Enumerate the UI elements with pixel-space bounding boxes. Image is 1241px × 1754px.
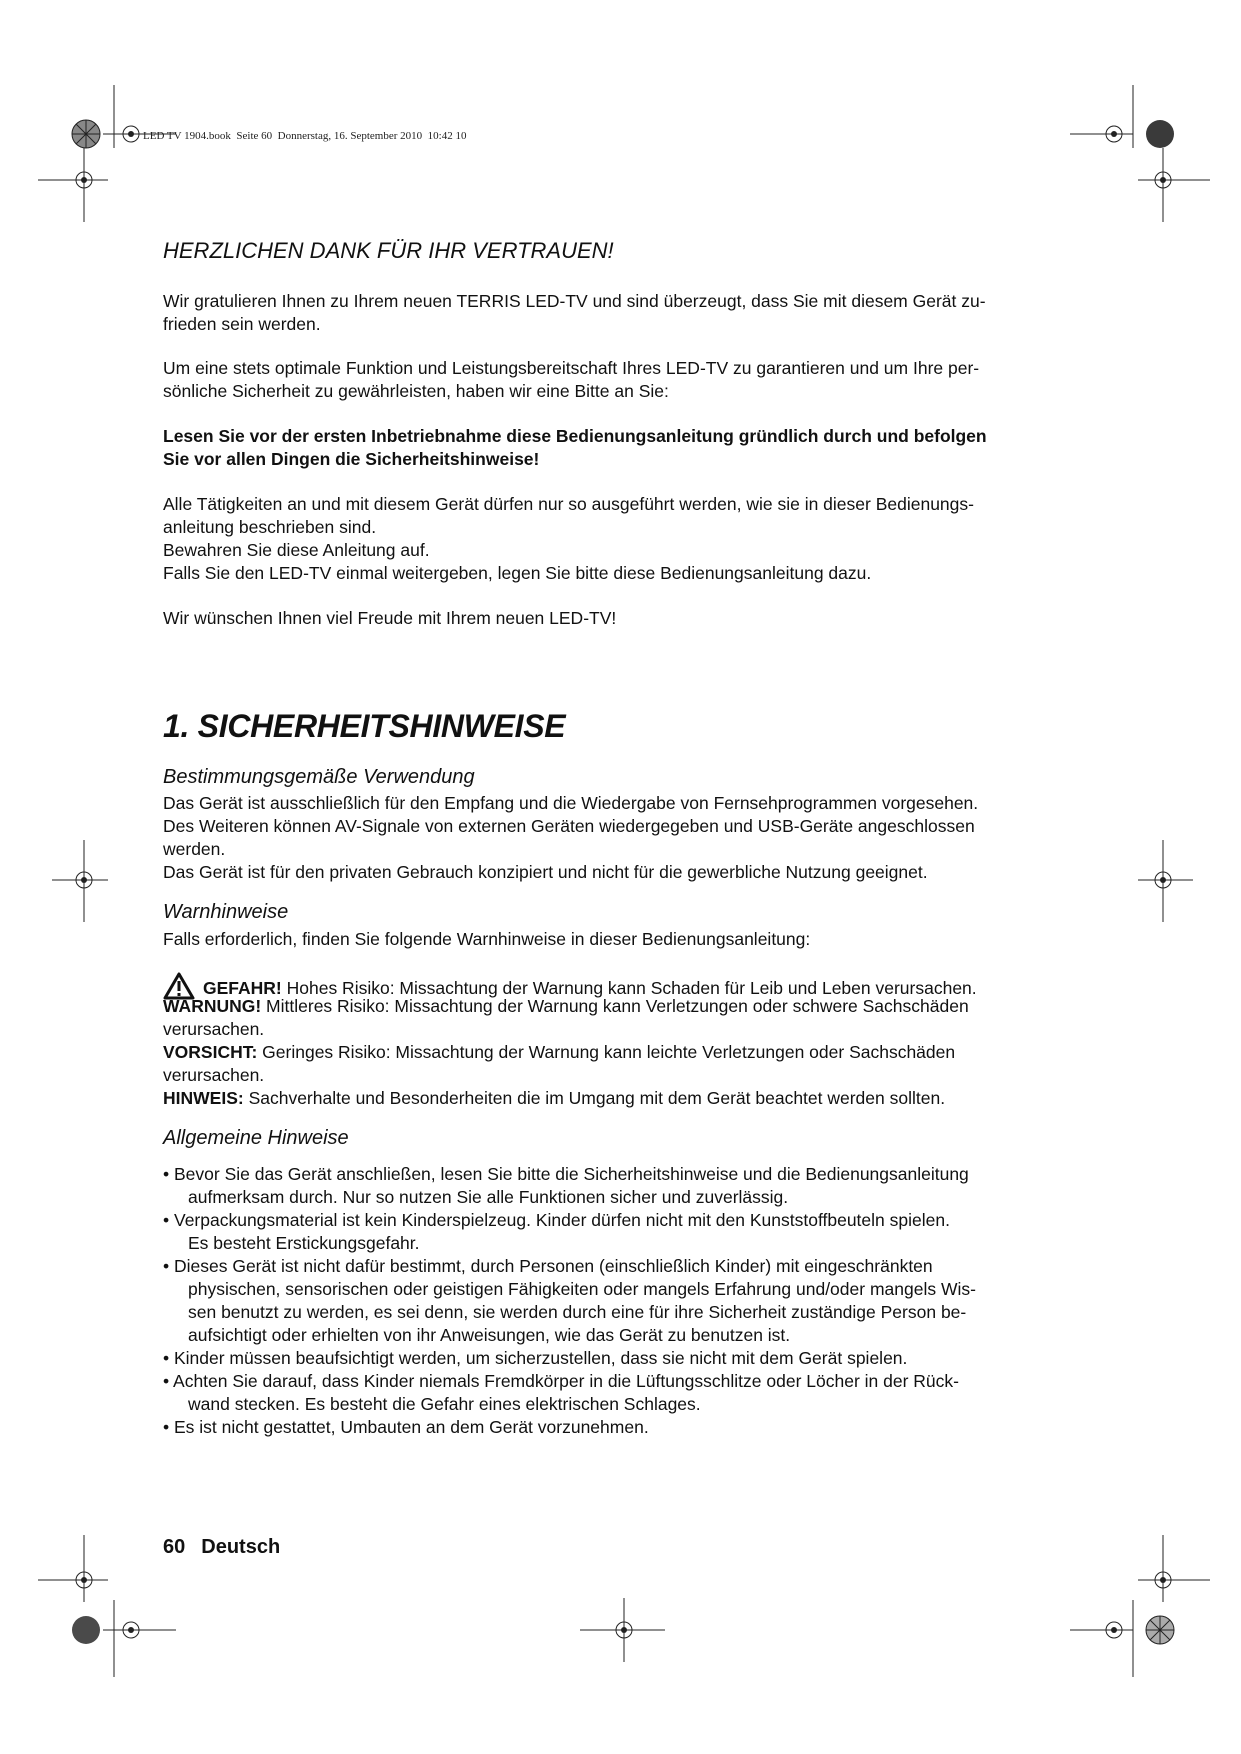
warning-warnung (163, 995, 1063, 1041)
page-footer (163, 1536, 280, 1559)
intro-paragraph-2 (163, 357, 1043, 403)
intro-p2-line1: Um eine stets optimale Funktion und Leistungsbereitschaft Ihres LED-TV zu garantieren und um Ihre per- (163, 358, 980, 378)
intro-p4-line1: Alle Tätigkeiten an und mit diesem Gerät dürfen nur so ausgeführt werden, wie sie in dieser Bedienungs- (163, 494, 974, 514)
usage-line1: Das Gerät ist ausschließlich für den Empfang und die Wiedergabe von Fernsehprogrammen vorgesehen. (163, 793, 979, 813)
print-header: LED TV 1904.book Seite 60 Donnerstag, 16. September 2010 10:42 10 (143, 130, 467, 142)
gefahr-label: GEFAHR! (203, 978, 282, 998)
list-item-text: • Dieses Gerät ist nicht dafür bestimmt, durch Personen (einschließlich Kinder) mit eingeschränkten (163, 1256, 933, 1276)
usage-line4: Das Gerät ist für den privaten Gebrauch konzipiert und nicht für die gewerbliche Nutzung geeignet. (163, 862, 928, 882)
intro-paragraph-4 (163, 493, 1043, 585)
vorsicht-label: VORSICHT: (163, 1042, 258, 1062)
warning-vorsicht (163, 1041, 1063, 1087)
warnings-intro: Falls erforderlich, finden Sie folgende Warnhinweise in dieser Bedienungsanleitung: (163, 929, 811, 949)
list-item (163, 1347, 1043, 1370)
vorsicht-text-1: Geringes Risiko: Missachtung der Warnung kann leichte Verletzungen oder Sachschäden (257, 1042, 956, 1062)
warnung-text-1: Mittleres Risiko: Missachtung der Warnung kann Verletzungen oder schwere Sachschäden (261, 996, 969, 1016)
intro-p1-line1: Wir gratulieren Ihnen zu Ihrem neuen TERRIS LED-TV und sind überzeugt, dass Sie mit diesem Gerät zu- (163, 291, 986, 311)
page-number: 60 (163, 1536, 186, 1558)
list-item (163, 1255, 1043, 1347)
list-item-text: • Es ist nicht gestattet, Umbauten an dem Gerät vorzunehmen. (163, 1417, 649, 1437)
list-item (163, 1209, 1043, 1255)
gefahr-text: Hohes Risiko: Missachtung der Warnung kann Schaden für Leib und Leben verursachen. (281, 978, 977, 998)
list-item-text: • Kinder müssen beaufsichtigt werden, um sicherzustellen, dass sie nicht mit dem Gerät spielen. (163, 1348, 908, 1368)
vorsicht-text-2: verursachen. (163, 1065, 265, 1085)
list-item-text: Es besteht Erstickungsgefahr. (188, 1233, 420, 1253)
intro-p2-line2: sönliche Sicherheit zu gewährleisten, haben wir eine Bitte an Sie: (163, 381, 669, 401)
intro-p4-line3: Bewahren Sie diese Anleitung auf. (163, 540, 430, 560)
list-item-text: sen benutzt zu werden, es sei denn, sie werden durch eine für ihre Sicherheit zuständige Person be- (188, 1302, 967, 1322)
intro-p1-line2: frieden sein werden. (163, 314, 321, 334)
intro-paragraph-1 (163, 290, 1043, 336)
intro-p4-line2: anleitung beschrieben sind. (163, 517, 377, 537)
usage-paragraph (163, 792, 1043, 884)
warnung-text-2: verursachen. (163, 1019, 265, 1039)
list-item (163, 1163, 1043, 1209)
intro-paragraph-5: Wir wünschen Ihnen viel Freude mit Ihrem neuen LED-TV! (163, 608, 617, 628)
usage-line3: werden. (163, 839, 226, 859)
list-item-text: • Achten Sie darauf, dass Kinder niemals Fremdkörper in die Lüftungsschlitze oder Löcher in der Rück- (163, 1371, 959, 1391)
usage-line2: Des Weiteren können AV-Signale von externen Geräten wiedergegeben und USB-Geräte angeschlossen (163, 816, 975, 836)
intro-title: HERZLICHEN DANK FÜR IHR VERTRAUEN! (163, 238, 614, 263)
list-item-text: • Verpackungsmaterial ist kein Kinderspielzeug. Kinder dürfen nicht mit den Kunststoffbeuteln spielen. (163, 1210, 950, 1230)
warnings-heading: Warnhinweise (163, 901, 289, 923)
list-item (163, 1416, 1043, 1439)
hinweis-label: HINWEIS: (163, 1088, 244, 1108)
list-item-text: aufsichtigt oder erhielten von ihr Anweisungen, wie das Gerät zu benutzen ist. (188, 1325, 791, 1345)
intro-p4-line4: Falls Sie den LED-TV einmal weitergeben, legen Sie bitte diese Bedienungsanleitung dazu. (163, 563, 872, 583)
list-item-text: physischen, sensorischen oder geistigen Fähigkeiten oder mangels Erfahrung und/oder mangels Wis- (188, 1279, 976, 1299)
intro-p3-line1: Lesen Sie vor der ersten Inbetriebnahme diese Bedienungsanleitung gründlich durch und befolgen (163, 426, 987, 446)
general-heading: Allgemeine Hinweise (163, 1127, 349, 1149)
list-item-text: aufmerksam durch. Nur so nutzen Sie alle Funktionen sicher und zuverlässig. (188, 1187, 789, 1207)
footer-language: Deutsch (201, 1536, 281, 1558)
list-item (163, 1370, 1043, 1416)
intro-p3-line2: Sie vor allen Dingen die Sicherheitshinweise! (163, 449, 540, 469)
list-item-text: wand stecken. Es besteht die Gefahr eines elektrischen Schlages. (188, 1394, 701, 1414)
usage-heading: Bestimmungsgemäße Verwendung (163, 766, 475, 788)
intro-paragraph-3 (163, 425, 1043, 471)
list-item-text: • Bevor Sie das Gerät anschließen, lesen Sie bitte die Sicherheitshinweise und die Bedienungsanleitung (163, 1164, 969, 1184)
warnung-label: WARNUNG! (163, 996, 262, 1016)
hinweis-text: Sachverhalte und Besonderheiten die im Umgang mit dem Gerät beachtet werden sollten. (243, 1088, 946, 1108)
general-notes-list (163, 1163, 1043, 1439)
warning-hinweis (163, 1087, 1063, 1110)
section-title: 1. SICHERHEITSHINWEISE (163, 708, 566, 744)
